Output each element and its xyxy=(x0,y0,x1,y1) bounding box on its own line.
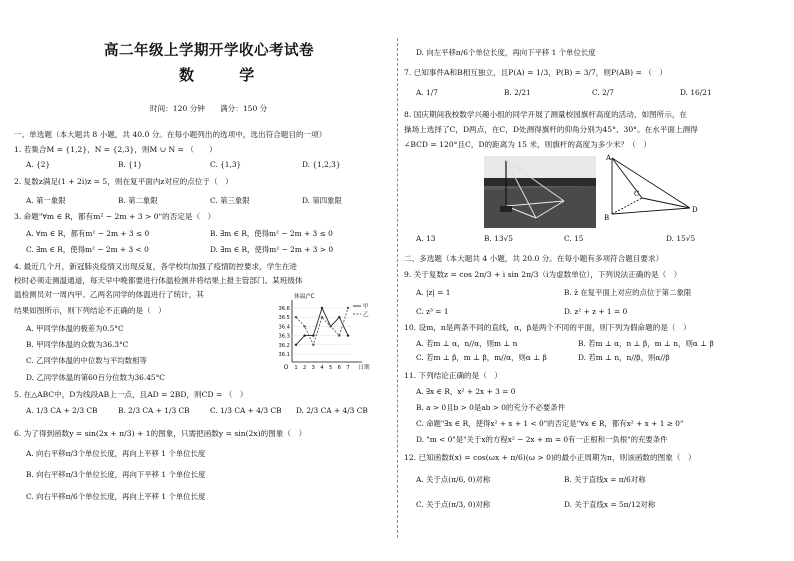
q5-option-d: D. 2/3 CA + 4/3 CB xyxy=(296,406,368,415)
q3-option-b: B. ∃m ∈ R，使得m² − 2m + 3 ≤ 0 xyxy=(210,229,333,238)
origin-label: O xyxy=(283,364,289,371)
data-point xyxy=(303,334,305,336)
q4-option-c: C. 乙同学体温的中位数与平均数相等 xyxy=(26,356,147,365)
question-8-line-1: 8. 国庆期间我校数学兴趣小组的同学开展了测量校园旗杆高度的活动，如图所示，在 xyxy=(404,110,688,119)
q6-option-a: A. 向右平移π/3个单位长度，再向上平移 1 个单位长度 xyxy=(26,449,206,458)
y-tick-label: 36.5 xyxy=(278,315,290,322)
x-tick-label: 3 xyxy=(311,365,315,371)
question-5: 5. 在△ABC中，D为线段AB上一点，且AD = 2BD，则CD = （ ） xyxy=(14,390,248,399)
question-1: 1. 若集合M = {1,2}，N = {2,3}，则M ∪ N = （ ） xyxy=(14,145,217,154)
data-point xyxy=(338,316,340,318)
q12-option-a: A. 关于点(π/6, 0)对称 xyxy=(416,475,491,484)
q8-option-c: C. 15 xyxy=(564,234,584,243)
q5-option-a: A. 1/3 CA + 2/3 CB xyxy=(26,406,98,415)
q7-option-d: D. 16/21 xyxy=(680,88,712,97)
question-7: 7. 已知事件A和B相互独立，且P(A) = 1/3，P(B) = 3/7，则P(AB) = （ ） xyxy=(404,68,668,77)
column-divider xyxy=(397,38,398,538)
x-tick-label: 4 xyxy=(320,365,324,371)
exam-title: 高二年级上学期开学收心考试卷 xyxy=(104,42,314,59)
y-tick-label: 36.3 xyxy=(278,333,290,340)
data-point xyxy=(329,325,331,327)
question-2: 2. 复数z满足(1 + 2i)z = 5，则在复平面内z对应的点位于（ ） xyxy=(14,177,233,186)
y-axis-label: 体温/°C xyxy=(294,294,315,300)
q6-option-d: D. 向左平移π/6个单位长度，再向下平移 1 个单位长度 xyxy=(416,48,596,57)
x-tick-label: 7 xyxy=(346,365,350,371)
question-12: 12. 已知函数f(x) = cos(ωx + π/6)(ω > 0)的最小正周期为π，则该函数的图象（ ） xyxy=(404,453,696,462)
exam-info: 时间：120 分钟 满分：150 分 xyxy=(150,104,268,113)
q9-option-d: D. z² + z + 1 = 0 xyxy=(564,307,628,316)
question-10: 10. 设m，n是两条不同的直线，α，β是两个不同的平面，则下列为假命题的是（ ） xyxy=(404,323,691,332)
legend-label: 乙 xyxy=(363,312,369,318)
x-tick-label: 2 xyxy=(303,365,307,371)
question-6: 6. 为了得到函数y = sin(2x + π/3) + 1的图象，只需把函数y = sin(2x)的图象（ ） xyxy=(14,429,307,438)
q10-option-d: D. 若m ⊥ n，n//β，则α//β xyxy=(578,353,670,362)
q1-option-b: B. {1} xyxy=(118,160,143,169)
question-3: 3. 命题"∀m ∈ R，都有m² − 2m + 3 > 0"的否定是（ ） xyxy=(14,212,216,221)
q7-option-b: B. 2/21 xyxy=(504,88,531,97)
q12-option-d: D. 关于直线x = 5π/12对称 xyxy=(564,500,656,509)
q11-option-b: B. a > 0且b > 0是ab > 0的充分不必要条件 xyxy=(416,403,566,412)
q2-option-c: C. 第三象限 xyxy=(210,196,250,205)
y-tick-label: 36.2 xyxy=(278,342,290,349)
label-a: A xyxy=(606,154,612,162)
data-point xyxy=(312,344,314,346)
q3-option-c: C. ∃m ∈ R，使得m² − 2m + 3 < 0 xyxy=(26,245,149,254)
q12-option-b: B. 关于直线x = π/6对称 xyxy=(564,475,646,484)
q3-option-d: D. ∃m ∈ R，使得m² − 2m + 3 > 0 xyxy=(210,245,334,254)
q4-option-b: B. 甲同学体温的众数为36.3°C xyxy=(26,340,129,349)
q3-option-a: A. ∀m ∈ R，都有m² − 2m + 3 ≤ 0 xyxy=(26,229,150,238)
label-d: D xyxy=(692,206,698,214)
q7-option-c: C. 2/7 xyxy=(592,88,614,97)
q2-option-d: D. 第四象限 xyxy=(302,196,342,205)
question-4-line-1: 4. 最近几个月，新冠肺炎疫情又出现反复，各学校均加强了疫情防控要求，学生在进 xyxy=(14,262,298,271)
q11-option-a: A. ∃x ∈ R，x² + 2x + 3 = 0 xyxy=(416,387,516,396)
x-tick-label: 1 xyxy=(294,365,298,371)
data-point xyxy=(312,334,314,336)
question-4-line-2: 校时必须走测温通道，每天早中晚都要进行体温检测并将结果上报主管部门。某班级体 xyxy=(14,276,303,285)
q1-option-a: A. {2} xyxy=(26,160,51,169)
q2-option-b: B. 第二象限 xyxy=(118,196,158,205)
q8-option-d: D. 15√5 xyxy=(666,234,696,243)
temperature-line-chart xyxy=(270,288,374,376)
q10-option-c: C. 若m ⊥ β，m ⊥ β，m//α，则α ⊥ β xyxy=(416,353,547,362)
q9-option-a: A. |z| = 1 xyxy=(416,288,451,297)
y-tick-label: 36.6 xyxy=(278,306,290,312)
q9-option-c: C. z³ = 1 xyxy=(416,307,449,316)
q12-option-c: C. 关于点(π/3, 0)对称 xyxy=(416,500,491,509)
label-b: B xyxy=(604,214,610,222)
section-2-heading: 二、多选题（本大题共 4 小题，共 20.0 分。在每小题有多项符合题目要求） xyxy=(404,254,664,263)
question-4-line-4: 结果如图所示，则下列结论不正确的是（ ） xyxy=(14,306,166,315)
q1-option-d: D. {1,2,3} xyxy=(302,160,341,169)
data-point xyxy=(321,316,323,318)
q4-option-d: D. 乙同学体温的第60百分位数为36.45°C xyxy=(26,373,165,382)
q5-option-b: B. 2/3 CA + 1/3 CB xyxy=(118,406,190,415)
q10-option-a: A. 若m ⊥ α，n//α，则m ⊥ n xyxy=(416,339,518,348)
legend-label: 甲 xyxy=(363,304,369,310)
q11-option-c: C. 命题"∃x ∈ R，使得x² + x + 1 < 0"的否定是"∀x ∈ R，都有x² + x + 1 ≥ 0" xyxy=(416,419,684,428)
q10-option-b: B. 若m ⊥ α，n ⊥ β，m ⊥ n，则α ⊥ β xyxy=(578,339,714,348)
data-point xyxy=(295,316,297,318)
x-tick-label: 6 xyxy=(337,365,341,371)
data-point xyxy=(347,334,349,336)
q6-option-c: C. 向右平移π/6个单位长度，再向上平移 1 个单位长度 xyxy=(26,492,206,501)
exam-subject: 数 学 xyxy=(179,66,275,84)
data-point xyxy=(321,307,323,309)
q1-option-c: C. {1,3} xyxy=(210,160,242,169)
question-11: 11. 下列结论正确的是（ ） xyxy=(404,371,503,380)
question-9: 9. 关于复数z = cos 2π/3 + i sin 2π/3（i为虚数单位），下列说法正确的是（ ） xyxy=(404,270,682,279)
q6-option-b: B. 向右平移π/3个单位长度，再向下平移 1 个单位长度 xyxy=(26,470,206,479)
q9-option-b: B. z̄ 在复平面上对应的点位于第二象限 xyxy=(564,288,692,297)
q4-option-a: A. 甲同学体温的极差为0.5°C xyxy=(26,324,124,333)
x-axis-label: 日期 xyxy=(358,365,370,371)
section-1-heading: 一、单选题（本大题共 8 小题，共 40.0 分。在每小题列出的选项中，选出符合题目的一项） xyxy=(14,130,327,139)
question-4-line-3: 温检测员对一周内甲、乙两名同学的体温进行了统计，其 xyxy=(14,290,204,299)
q8-option-b: B. 13√5 xyxy=(484,234,513,243)
q7-option-a: A. 1/7 xyxy=(416,88,438,97)
q11-option-d: D. "m < 0"是"关于x的方程x² − 2x + m = 0有一正根和一负根"的充要条件 xyxy=(416,435,668,444)
data-point xyxy=(338,334,340,336)
q2-option-a: A. 第一象限 xyxy=(26,196,66,205)
data-point xyxy=(295,344,297,346)
q5-option-c: C. 1/3 CA + 4/3 CB xyxy=(210,406,282,415)
q8-option-a: A. 13 xyxy=(416,234,436,243)
label-c: C xyxy=(634,190,640,198)
y-tick-label: 36.4 xyxy=(278,324,290,331)
question-8-line-2: 操场上选择了C，D两点，在C，D处测得旗杆的仰角分别为45°、30°。在水平面上测得 xyxy=(404,125,698,134)
flagpole-photo xyxy=(484,156,596,228)
x-tick-label: 5 xyxy=(329,365,333,371)
data-point xyxy=(347,307,349,309)
tetrahedron-diagram xyxy=(600,152,700,232)
y-tick-label: 36.1 xyxy=(278,352,290,358)
question-8-line-3: ∠BCD = 120°且C，D的距离为 15 米，则旗杆的高度为多少米？（ ） xyxy=(404,140,651,149)
data-point xyxy=(303,325,305,327)
